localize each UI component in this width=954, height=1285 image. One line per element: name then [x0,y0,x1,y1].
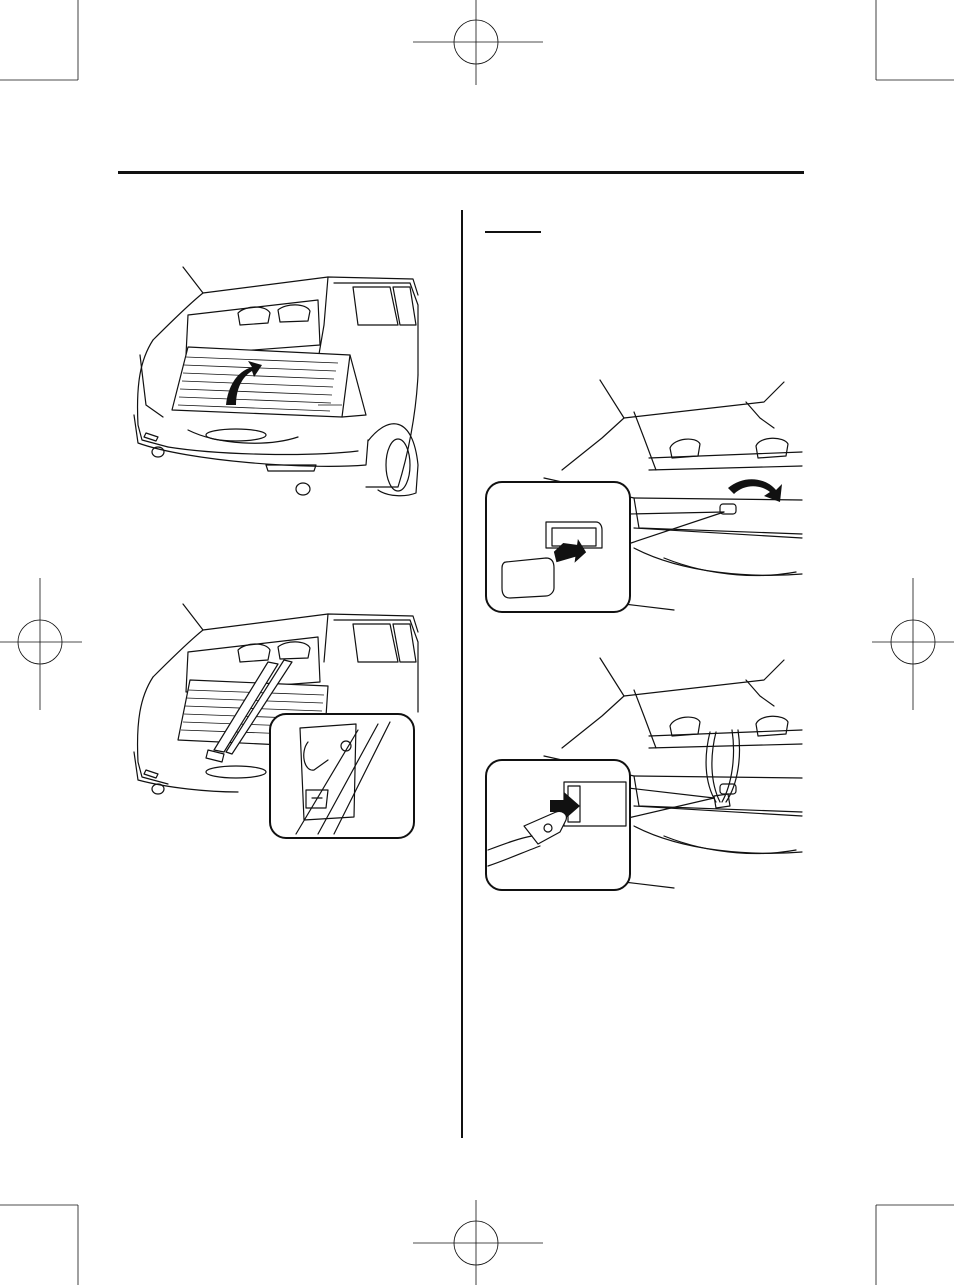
car-rear-cargo-board-strap-illustration [128,602,420,842]
section-heading-rule [485,231,541,233]
header-rule [118,171,804,174]
cargo-hook-cover-removal-illustration [484,378,802,618]
car-rear-cargo-board-raised-illustration [128,265,420,497]
cargo-strap-hook-installation-illustration [484,656,802,896]
column-divider [461,210,463,1138]
